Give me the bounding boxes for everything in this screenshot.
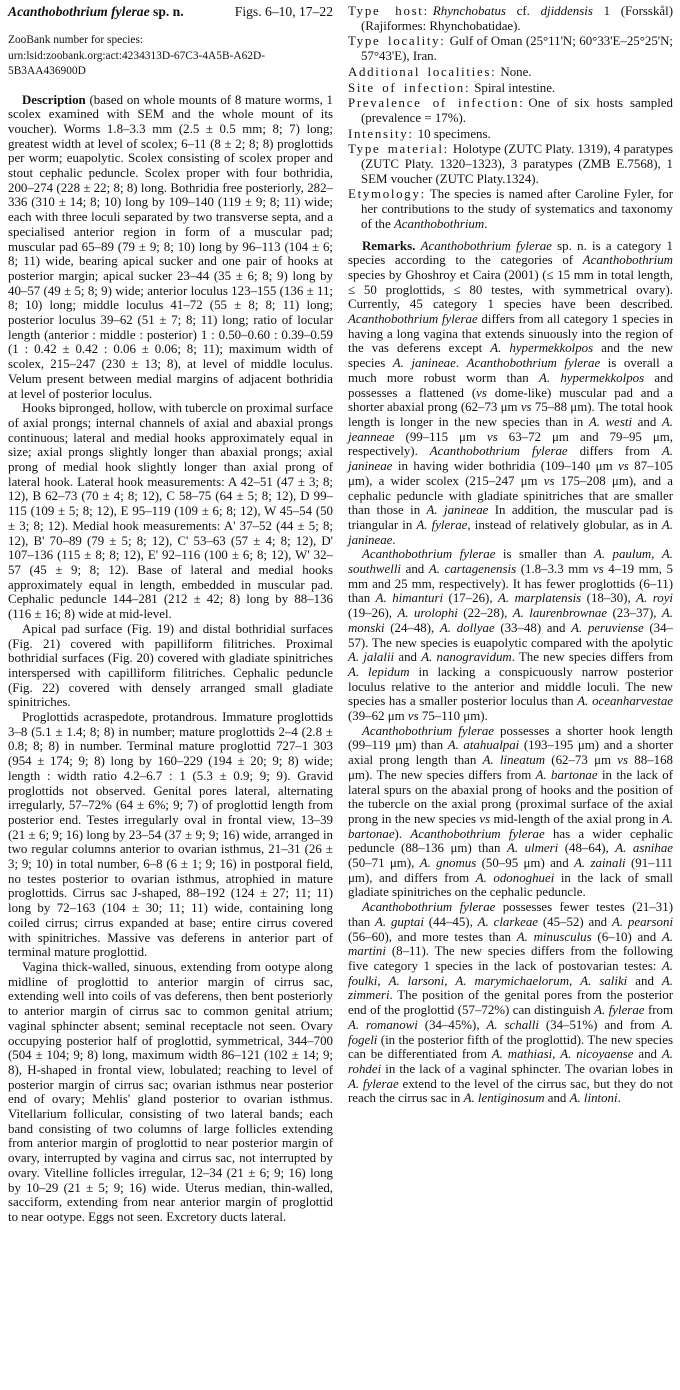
para-vagina-ovary: Vagina thick-walled, sinuous, extending from ootype along midline of proglottid to anterior margin of cirrus sac, extending well into coils of vas deferens, then bent posteriorly to anterior margin of cirrus sac to common genital atrium; vaginal sphincter absent; seminal receptacle not seen. Ovary occupying posterior half of proglottid, symmetrical, 344–700 (504 ± 104; 9; 8) long, maximum width 86–121 (102 ± 14; 9; 8), H-shaped in frontal view, lobulated; reaching to level of posterior margin of cirrus sac; ovarian isthmus near posterior end of ovary; Mehlis' gland posterior to ovarian isthmus. Vitellarium follicular, consisting of two lateral bands; each band consisting of two columns of large follicles extending from anterior margin of proglottid to near posterior margin of ovary, interrupted by vagina and cirrus sac, not interrupted by ovary. Vitelline follicles irregular, 12–34 (21 ± 6; 9; 16) long by 10–29 (21 ± 5; 9; 16) wide. Uterus median, thin-walled, sacciform, extending from near anterior margin of proglottid to near ootype. Eggs not seen. Excretory ducts lateral. bbox=[8, 959, 333, 1224]
para-proglottids: Proglottids acraspedote, protandrous. Immature proglottids 3–8 (5.1 ± 1.4; 8; 8) in number; mature proglottids 2–4 (2.8 ± 0.8; 8; 8) in number. Terminal mature proglottid 727–1 303 (954 ± 174; 9; 8) long by 160–229 (194 ± 20; 9; 8) wide; length : width ratio 4.2–6.7 : 1 (5.3 ± 0.9; 9; 9). Gravid proglottids not observed. Genital pores lateral, alternating irregularly, 57–72% (64 ± 6%; 9; 7) of proglottid length from posterior end. Testes irregularly oval in frontal view, 13–39 (21 ± 6; 9; 16) long by 23–54 (37 ± 9; 9; 16) wide, arranged in two regular columns anterior to ovarian isthmus, 21–31 (26 ± 3; 9; 10) in total number, 6–8 (6 ± 1; 9; 16) in postporal field, no testes posterior to ovarian isthmus, atrophied in mature proglottids. Cirrus sac J-shaped, 88–192 (124 ± 27; 11; 11) long by 72–163 (104 ± 30; 11; 11) wide, containing long coiled cirrus; cirrus expanded at base; entire cirrus covered with spinitriches. Massive vas deferens in anterior part of terminal mature proglottid. bbox=[8, 710, 333, 960]
entry-label: Additional localities: bbox=[348, 64, 497, 79]
species-suffix: sp. n. bbox=[149, 4, 184, 19]
species-title bbox=[8, 4, 184, 20]
entry-type-host: Type host: Rhynchobatus cf. djiddensis 1 (Forsskål) (Rajiformes: Rhynchobatidae). bbox=[348, 4, 673, 33]
para-remarks-2: Acanthobothrium fylerae is smaller than A. paulum, A. southwelli and A. cartagenensis (1.8–3.3 mm vs 4–19 mm, 5 mm and 25 mm, respectively). It has fewer proglottids (6–11) than A. himanturi (17–26), A. marplatensis (18–30), A. royi (19–26), A. urolophi (22–28), A. laurenbrownae (23–37), A. monski (24–48), A. dollyae (33–48) and A. peruviense (34–57). The new species is euapolytic compared with the apolytic A. jalalii and A. nanogravidum. The new species differs from A. lepidum in lacking a conspicuously narrow posterior loculus relative to the anterior and middle loculi. The new species has a smaller posterior loculus than A. oceanharvestae (39–62 μm vs 75–110 μm). bbox=[348, 547, 674, 724]
para-remarks-1: Remarks. Acanthobothrium fylerae sp. n. is a category 1 species according to the categories of Acanthobothrium species by Ghoshroy et Caira (2001) (≤ 15 mm in total length, ≤ 50 proglottids, ≤ 80 testes, with symmetrical ovary). Currently, 45 category 1 species have been described. Acanthobothrium fylerae differs from all category 1 species in having a long vagina that extends sinuously into the region of the vas deferens except A. hypermekkolpos and the new species A. janineae. Acanthobothrium fylerae is overall a much more robust worm than A. hypermekkolpos and possesses a flattened (vs dome-like) muscular pad and a shorter abaxial prong (62–73 μm vs 75–88 μm). The total hook length is longer in the new species than in A. westi and A. jeanneae (99–115 μm vs 63–72 μm and 79–95 μm, respectively). Acanthobothrium fylerae differs from A. janineae in having wider bothridia (109–140 μm vs 87–105 μm), a wider scolex (215–247 μm vs 175–208 μm), and a cephalic peduncle with gladiate spinitriches that are smaller than those in A. janineae In addition, the muscular pad is triangular in A. fylerae, instead of relatively globular, as in A. janineae. bbox=[348, 238, 674, 547]
species-name-italic: Acanthobothrium fylerae bbox=[8, 4, 150, 19]
entry-type-material: Type material: Holotype (ZUTC Platy. 1319), 4 paratypes (ZUTC Platy. 1320–1323), 3 paratypes (ZMB E.7568), 1 SEM voucher (ZUTC Platy.1324). bbox=[348, 142, 673, 186]
para-description: Description (based on whole mounts of 8 mature worms, 1 scolex examined with SEM and the whole mount of its voucher). Worms 1.8–3.3 mm (2.5 ± 0.5 mm; 8; 7) long; greatest width at level of scolex; 6–11 (8 ± 2; 8; 8) proglottids per worm; euapolytic. Scolex consisting of scolex proper and stout cephalic peduncle. Scolex proper with four bothridia, 200–274 (228 ± 22; 8; 8) long. Bothridia free posteriorly, 282–336 (310 ± 14; 8; 10) long by 109–140 (119 ± 9; 8; 11) wide; each with three loculi separated by two transverse septa, and a specialised anterior region in form of a muscular pad; muscular pad 65–89 (79 ± 9; 8; 10) long by 96–113 (104 ± 6; 8; 11) wide, bearing apical sucker and one pair of hooks at posterior margin; apical sucker 23–44 (35 ± 6; 8; 9) long by 40–57 (49 ± 5; 8; 9) wide; anterior loculus 123–155 (136 ± 11; 8; 10) long; middle loculus 41–72 (55 ± 8; 8; 11) long; posterior loculus 39–62 (51 ± 7; 8; 11) long; ratio of locular length (anterior : middle : posterior) 1 : 0.50–0.60 : 0.39–0.59 (1 : 0.42 ± 0.42 : 0.06 ± 0.06; 8; 11); maximum width of scolex, 215–247 (230 ± 13; 8), at level of middle loculus. Velum present between medial margins of adjacent bothridia at level of posterior loculus. bbox=[8, 92, 333, 401]
description-section bbox=[8, 93, 333, 1225]
zoobank-label: ZooBank number for species: bbox=[8, 34, 144, 46]
para-hooks: Hooks bipronged, hollow, with tubercle on proximal surface of axial prongs; internal channels of axial and abaxial prongs continuous; lateral and medial hooks approximately equal in size; axial prongs slightly longer than abaxial prongs; axial prong of medial hook slightly longer than axial prong of lateral hook. Lateral hook measurements: A 42–51 (47 ± 3; 8; 12), B 62–73 (70 ± 4; 8; 12), C 58–75 (64 ± 5; 8; 12), D 99–115 (109 ± 5; 8; 12), E 95–119 (109 ± 6; 8; 12), W 45–54 (50 ± 3; 8; 12). Medial hook measurements: A' 37–52 (44 ± 5; 8; 12), B' 70–89 (79 ± 5; 8; 12), C' 53–63 (57 ± 4; 8; 12), D' 107–136 (115 ± 8; 8; 12), E' 92–116 (100 ± 6; 8; 12), W' 32–57 (45 ± 9; 8; 12). Base of lateral and medial hooks approximately equal in length, embedded in muscular pad. Cephalic peduncle 144–281 (212 ± 42; 8) long by 88–136 (116 ± 16; 8) wide at mid-level. bbox=[8, 401, 333, 622]
left-column bbox=[8, 4, 333, 1225]
entry-type-locality: Type locality: Gulf of Oman (25°11'N; 60°33'E–25°25'N; 57°43'E), Iran. bbox=[348, 34, 673, 64]
entry-prevalence: Prevalence of infection: One of six hosts sampled (prevalence = 17%). bbox=[348, 96, 673, 125]
entry-label: Site of infection: bbox=[348, 80, 471, 95]
figure-references: Figs. 6–10, 17–22 bbox=[234, 4, 333, 19]
entry-intensity: Intensity: 10 specimens. bbox=[348, 126, 491, 141]
entry-label: Prevalence of infection: bbox=[348, 96, 525, 111]
entry-label: Type locality: bbox=[348, 34, 446, 49]
entry-label: Etymology: bbox=[348, 187, 426, 202]
para-microthrix: Apical pad surface (Fig. 19) and distal bothridial surfaces (Fig. 21) covered with papilliform filitriches. Proximal bothridial surfaces (Fig. 20) covered with gladiate spinitriches interspersed with capilliform filitriches. Cephalic peduncle (Fig. 22) covered with densely arranged small gladiate spinitriches. bbox=[8, 621, 333, 710]
article-heading bbox=[8, 4, 333, 20]
entry-etymology: Etymology: The species is named after Caroline Fyler, for her contributions to the study of systematics and taxonomy of the Acanthobothrium. bbox=[348, 187, 673, 231]
zoobank-block bbox=[8, 33, 333, 80]
entry-label: Type host: bbox=[348, 4, 429, 18]
para-remarks-3: Acanthobothrium fylerae possesses a shorter hook length (99–119 μm) than A. atahualpai (193–195 μm) and a shorter axial prong length than A. lineatum (62–73 μm vs 88–168 μm). The new species differs from A. bartonae in the lack of lateral spurs on the abaxial prong of hooks and the position of the tubercle on the axial prong (proximal surface of the axial prong in the new species vs mid-length of the axial prong in A. bartonae). Acanthobothrium fylerae has a wider cephalic peduncle (88–136 μm) than A. ulmeri (48–64), A. asnihae (50–71 μm), A. gnomus (50–95 μm) and A. zainali (91–111 μm), and differs from A. odonoghuei in the lack of small gladiate spinitriches on the cephalic peduncle. bbox=[348, 723, 674, 900]
entry-label: Type material: bbox=[348, 142, 449, 157]
zoobank-urn: urn:lsid:zoobank.org:act:4234313D-67C3-4A5B-A62D-5B3AA436900D bbox=[8, 49, 265, 77]
entry-site-of-infection: Site of infection: Spiral intestine. bbox=[348, 80, 556, 95]
right-column bbox=[348, 4, 673, 1225]
para-remarks-4: Acanthobothrium fylerae possesses fewer testes (21–31) than A. guptai (44–45), A. clarkeae (45–52) and A. pearsoni (56–60), and more testes than A. minusculus (6–10) and A. martini (8–11). The new species differs from the following five category 1 species in the lack of postovarian testes: A. foulki, A. larsoni, A. marymichaelorum, A. saliki and A. zimmeri. The position of the genital pores from the posterior end of the proglottid (57–72%) can distinguish A. fylerae from A. romanowi (34–45%), A. schalli (34–51%) and from A. fogeli (in the posterior fifth of the proglottid). The new species can be differentiated from A. mathiasi, A. nicoyaense and A. rohdei in the lack of a vaginal sphincter. The ovarian lobes in A. fylerae extend to the level of the cirrus sac, but they do not reach the cirrus sac in A. lentiginosum and A. lintoni. bbox=[348, 900, 674, 1106]
entry-label: Intensity: bbox=[348, 126, 414, 141]
remarks-section bbox=[348, 239, 673, 1106]
entry-additional-localities: Additional localities: None. bbox=[348, 64, 532, 79]
taxonomy-entries bbox=[348, 4, 673, 232]
